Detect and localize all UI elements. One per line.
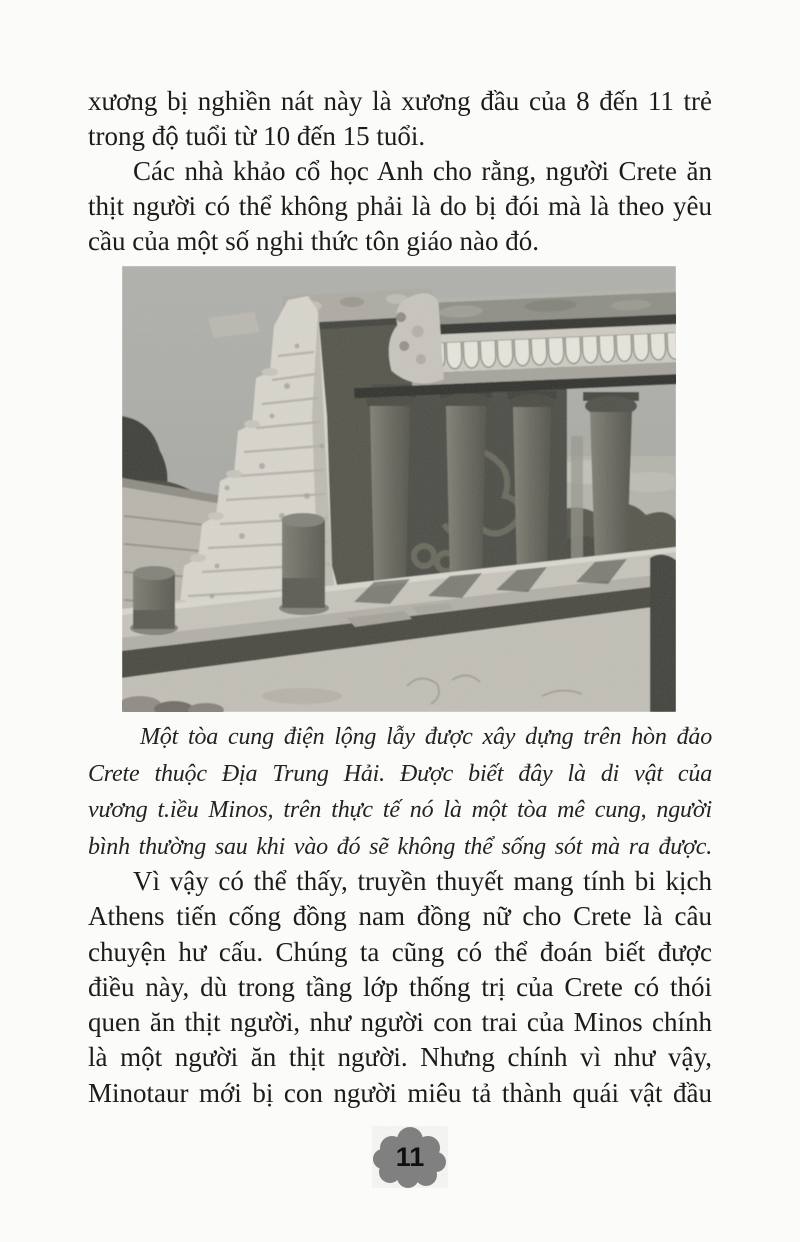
paragraph-3 [88,864,712,1111]
text-line: Các nhà khảo cổ học Anh cho rằng, người Crete ăn [133,156,712,186]
photo-caption [88,719,712,865]
text-line: Minotaur mới bị con người miêu tả thành quái vật đầu [88,1077,712,1108]
page-number-badge [372,1126,448,1188]
paragraph-2 [88,154,712,259]
caption-line: bình thường sau khi vào đó sẽ không thể sống sót mà ra được. [88,833,712,860]
text-line: cầu của một số nghi thức tôn giáo nào đó. [88,226,540,256]
palace-photo [122,266,676,712]
page-number: 11 [395,1142,425,1172]
text-line: quen ăn thịt người, như người con trai của Minos chính [88,1007,712,1038]
photo-grain [122,266,676,712]
top-paragraphs [88,84,712,259]
caption-line: Crete thuộc Địa Trung Hải. Được biết đây là di vật của [88,760,712,787]
text-line: Athens tiến cống đồng nam đồng nữ cho Crete là câu [88,901,712,932]
text-line: là một người ăn thịt người. Nhưng chính vì như vậy, [88,1042,712,1073]
caption-line: vương t.iều Minos, trên thực tế nó là một tòa mê cung, người [88,797,712,823]
text-line: chuyện hư cấu. Chúng ta cũng có thể đoán biết được [88,936,712,967]
text-line: Vì vậy có thể thấy, truyền thuyết mang tính bi kịch [133,866,712,896]
palace-photo-figure [122,266,676,712]
caption-line: Một tòa cung điện lộng lẫy được xây dựng trên hòn đảo [140,724,712,750]
text-line: trong độ tuổi từ 10 đến 15 tuổi. [88,121,426,151]
text-line: điều này, dù trong tầng lớp thống trị của Crete có thói [88,971,712,1002]
paragraph-1 [88,84,712,154]
text-line: xương bị nghiền nát này là xương đầu của 8 đến 11 trẻ [88,86,712,116]
text-line: thịt người có thể không phải là do bị đói mà là theo yêu [88,191,712,221]
